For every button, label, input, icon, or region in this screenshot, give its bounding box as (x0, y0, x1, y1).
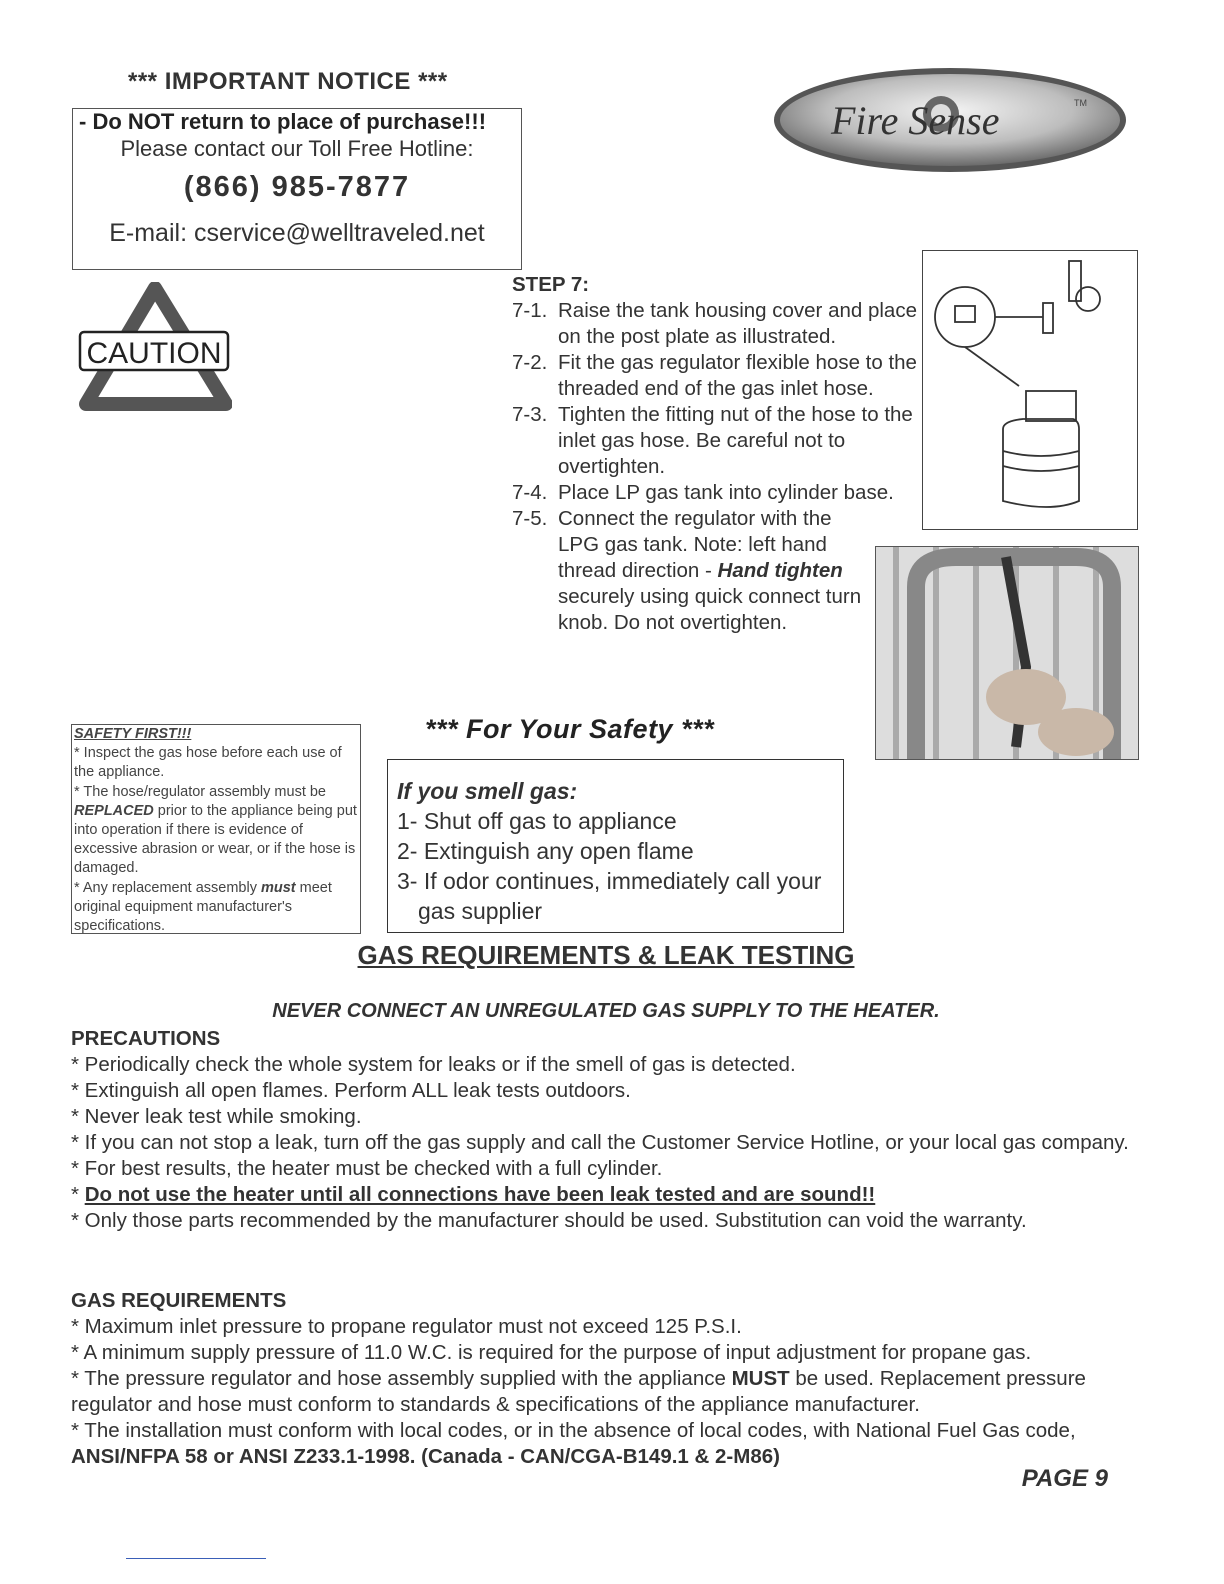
step-item: 7-3. Tighten the fitting nut of the hose to the inlet gas hose. Be careful not to overtighten. (512, 403, 913, 478)
notice-hotline-label: Please contact our Toll Free Hotline: (120, 136, 474, 161)
precautions-heading: PRECAUTIONS (71, 1027, 221, 1050)
precaution-item: * For best results, the heater must be checked with a full cylinder. (71, 1157, 663, 1180)
precaution-item: * Only those parts recommended by the manufacturer should be used. Substitution can void the warranty. (71, 1209, 1027, 1232)
requirement-item: * A minimum supply pressure of 11.0 W.C. is required for the purpose of input adjustment for propane gas. (71, 1341, 1032, 1364)
unregulated-warning: NEVER CONNECT AN UNREGULATED GAS SUPPLY TO THE HEATER. (272, 1000, 940, 1022)
logo-text: Fire Sense (831, 98, 1000, 143)
caution-sign (78, 282, 232, 412)
precaution-item: * Do not use the heater until all connections have been leak tested and are sound!! (71, 1183, 876, 1206)
step-item: 7-1. Raise the tank housing cover and place on the post plate as illustrated. (512, 299, 917, 348)
gas-requirements-section (71, 1288, 1141, 1470)
support-email[interactable]: E-mail: cservice@welltraveled.net (109, 219, 485, 247)
safety-first-title: SAFETY FIRST!!! (74, 726, 192, 742)
notice-box (72, 108, 522, 270)
smell-gas-step: 3- If odor continues, immediately call your (397, 868, 822, 894)
step-item: 7-4. Place LP gas tank into cylinder base. (512, 481, 894, 504)
hotline-phone[interactable]: (866) 985-7877 (183, 171, 411, 203)
smell-gas-step: 1- Shut off gas to appliance (397, 808, 677, 834)
caution-label: CAUTION (86, 337, 222, 370)
smell-gas-step: gas supplier (418, 898, 543, 924)
requirement-item: * The pressure regulator and hose assembly supplied with the appliance MUST be used. Replacement pressure regulator and hose must conform to standards & specifications of the appliance manufacturer. (71, 1367, 1086, 1416)
smell-gas-step: 2- Extinguish any open flame (397, 838, 694, 864)
precaution-item: * If you can not stop a leak, turn off the gas supply and call the Customer Service Hotline, or your local gas company. (71, 1131, 1129, 1154)
safety-bullet: * The hose/regulator assembly must be REPLACED prior to the appliance being put into operation if there is evidence of excessive abrasion or wear, or if the hose is damaged. (74, 783, 357, 877)
requirement-item: * Maximum inlet pressure to propane regulator must not exceed 125 P.S.I. (71, 1315, 742, 1338)
requirement-item: * The installation must conform with local codes, or in the absence of local codes, with National Fuel Gas code, ANSI/NFPA 58 or ANSI Z233.1-1998. (Canada - CAN/CGA-B149.1 & 2-M86) (71, 1419, 1076, 1468)
step-item: 7-5. Connect the regulator with the LPG gas tank. Note: left hand thread direction - Hand tighten securely using quick connect turn knob. Do not overtighten. (512, 507, 862, 634)
gas-requirements-title: GAS REQUIREMENTS & LEAK TESTING (357, 940, 855, 970)
smell-gas-heading: If you smell gas: (397, 778, 578, 804)
gas-requirements-heading: GAS REQUIREMENTS (71, 1289, 287, 1312)
smell-gas-box (387, 759, 844, 933)
precaution-item: * Periodically check the whole system for leaks or if the smell of gas is detected. (71, 1053, 796, 1076)
for-your-safety-title: *** For Your Safety *** (425, 714, 715, 744)
safety-bullet: * Any replacement assembly must meet original equipment manufacturer's specifications. (74, 879, 332, 935)
regulator-tank-diagram (922, 250, 1138, 530)
logo-trademark: TM (1074, 98, 1087, 108)
notice-return-warning: - Do NOT return to place of purchase!!! (79, 109, 487, 134)
precaution-item: * Never leak test while smoking. (71, 1105, 362, 1128)
fire-sense-logo (771, 64, 1129, 176)
footer-divider (126, 1558, 266, 1559)
page-number: PAGE 9 (1021, 1465, 1108, 1492)
safety-first-box (71, 724, 361, 934)
step-heading: STEP 7: (512, 273, 590, 296)
hand-tighten-photo (875, 546, 1139, 760)
notice-title: *** IMPORTANT NOTICE *** (128, 68, 448, 95)
precautions-section (71, 1026, 1141, 1234)
step-item: 7-2. Fit the gas regulator flexible hose to the threaded end of the gas inlet hose. (512, 351, 917, 400)
safety-bullet: * Inspect the gas hose before each use of the appliance. (74, 745, 342, 781)
precaution-item: * Extinguish all open flames. Perform ALL leak tests outdoors. (71, 1079, 631, 1102)
step-7-instructions (512, 272, 922, 636)
